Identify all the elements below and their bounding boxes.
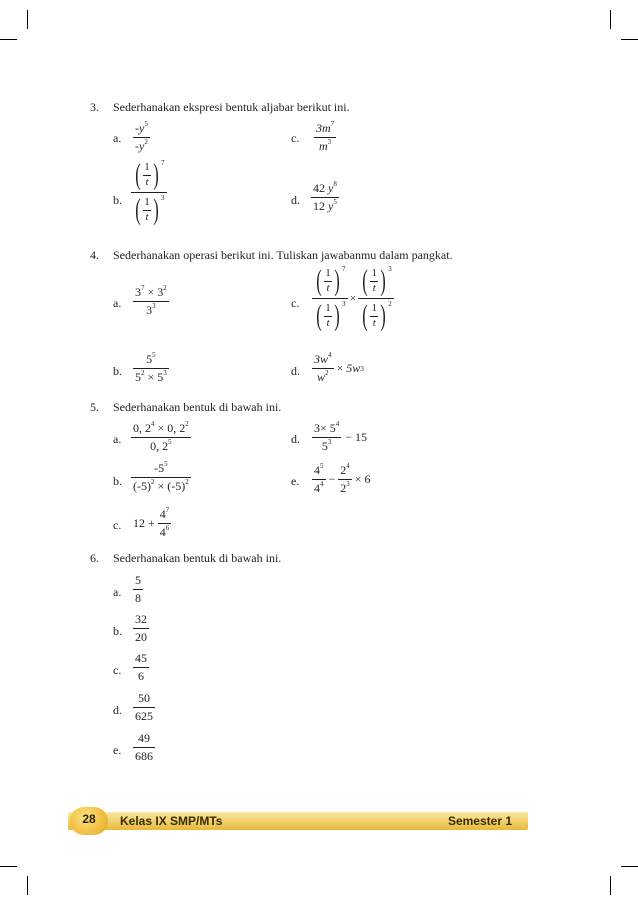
crop-mark bbox=[621, 39, 638, 40]
q3d-fraction: 42 $y^8$ 12 $y^5$ bbox=[313, 180, 337, 214]
q4c-second-fraction: ( $\frac{1}{t}$ ) $^3$ ( $\frac{1}{t}$ ) $^2$ bbox=[358, 266, 394, 331]
footer-class-label: Kelas IX SMP/MTs bbox=[120, 814, 223, 828]
q4d-expression: $\frac{3w^4}{w^2}$ × 5w 3 bbox=[314, 351, 364, 385]
q3c-fraction: $3m^7$ $m^3$ bbox=[316, 120, 335, 154]
q5e-expression: $\frac{4^5}{4^4}$ − $\frac{2^4}{2^3}$ × 6 bbox=[314, 462, 371, 496]
q4d-label: d. bbox=[291, 364, 300, 378]
q6d-label: d. bbox=[113, 703, 122, 717]
q3c-label: c. bbox=[291, 131, 300, 145]
crop-mark bbox=[621, 866, 638, 867]
question-5-number: 5. bbox=[90, 400, 99, 414]
q3a-fraction: $-y^5$ $-y^2$ bbox=[135, 120, 148, 154]
question-4-text: Sederhanakan operasi berikut ini. Tuliskan jawabanmu dalam pangkat. bbox=[113, 248, 453, 262]
q3a-label: a. bbox=[113, 131, 122, 145]
q5d-label: d. bbox=[291, 432, 300, 446]
page-number: 28 bbox=[82, 812, 96, 826]
q3b-label: b. bbox=[113, 193, 122, 207]
q4b-fraction: $5^5$ $5^2 \times 5^3$ bbox=[135, 351, 167, 385]
crop-mark bbox=[610, 876, 611, 895]
q5b-label: b. bbox=[113, 474, 122, 488]
q4c-label: c. bbox=[291, 296, 300, 310]
question-6-text: Sederhanakan bentuk di bawah ini. bbox=[113, 551, 282, 565]
q6b-label: b. bbox=[113, 624, 122, 638]
q5d-expression: $\frac{3\times 5^4}{5^3}$ − 15 bbox=[314, 420, 368, 454]
crop-mark bbox=[0, 866, 17, 867]
q4b-label: b. bbox=[113, 364, 122, 378]
q6e-fraction: 49 686 bbox=[135, 731, 153, 764]
q6b-fraction: 32 20 bbox=[135, 612, 147, 645]
question-3-text: Sederhanakan ekspresi bentuk aljabar berikut ini. bbox=[113, 100, 350, 114]
q3b-fraction: ( $\frac{1}{t}$ ) $^7$ ( $\frac{1}{t}$ ) $^3$ bbox=[131, 160, 167, 225]
q4a-label: a. bbox=[113, 296, 122, 310]
q6a-label: a. bbox=[113, 585, 122, 599]
q5c-expression: 12 + $\frac{4^7}{4^6}$ bbox=[133, 506, 170, 540]
q5d-fraction: $\frac{3\times 5^4}{5^3}$ bbox=[314, 420, 340, 454]
q5c-label: c. bbox=[113, 518, 122, 532]
q6d-fraction: 50 625 bbox=[135, 691, 153, 724]
q5a-label: a. bbox=[113, 432, 122, 446]
question-3-number: 3. bbox=[90, 100, 99, 114]
question-5-text: Sederhanakan bentuk di bawah ini. bbox=[113, 400, 282, 414]
q3d-label: d. bbox=[291, 193, 300, 207]
footer-semester-label: Semester 1 bbox=[447, 814, 512, 828]
q5e-second-fraction: $\frac{2^4}{2^3}$ bbox=[340, 462, 350, 496]
q5a-fraction: 0, $2^4 \times 0$, $2^2$ 0, $2^5$ bbox=[133, 420, 189, 454]
crop-mark bbox=[0, 39, 17, 40]
q5e-label: e. bbox=[291, 474, 300, 488]
q4a-fraction: $3^7 \times 3^2$ $3^3$ bbox=[135, 284, 167, 318]
crop-mark bbox=[27, 10, 28, 29]
q5c-fraction: $\frac{4^7}{4^6}$ bbox=[159, 506, 170, 540]
q6c-fraction: 45 6 bbox=[135, 651, 147, 684]
crop-mark bbox=[610, 10, 611, 29]
q4d-fraction: $\frac{3w^4}{w^2}$ bbox=[314, 351, 332, 385]
q4c-first-fraction: ( $\frac{1}{t}$ ) $^7$ ( $\frac{1}{t}$ ) $^3$ bbox=[312, 266, 348, 331]
q6c-label: c. bbox=[113, 663, 122, 677]
q5b-fraction: $-5^5$ $(-5)^2 \times (-5)^2$ bbox=[133, 460, 189, 494]
crop-mark bbox=[27, 876, 28, 895]
q6a-fraction: 5 8 bbox=[135, 573, 141, 606]
q4c-expression: ( $\frac{1}{t}$ ) $^7$ ( $\frac{1}{t}$ ) $^3$ × ( $\frac{1}{t}$ ) $^3$ ( $\frac{1}{t}$ ) $^2$ bbox=[312, 266, 394, 331]
q5e-first-fraction: $\frac{4^5}{4^4}$ bbox=[314, 462, 324, 496]
question-4-number: 4. bbox=[90, 248, 99, 262]
question-6-number: 6. bbox=[90, 551, 99, 565]
q6e-label: e. bbox=[113, 743, 122, 757]
